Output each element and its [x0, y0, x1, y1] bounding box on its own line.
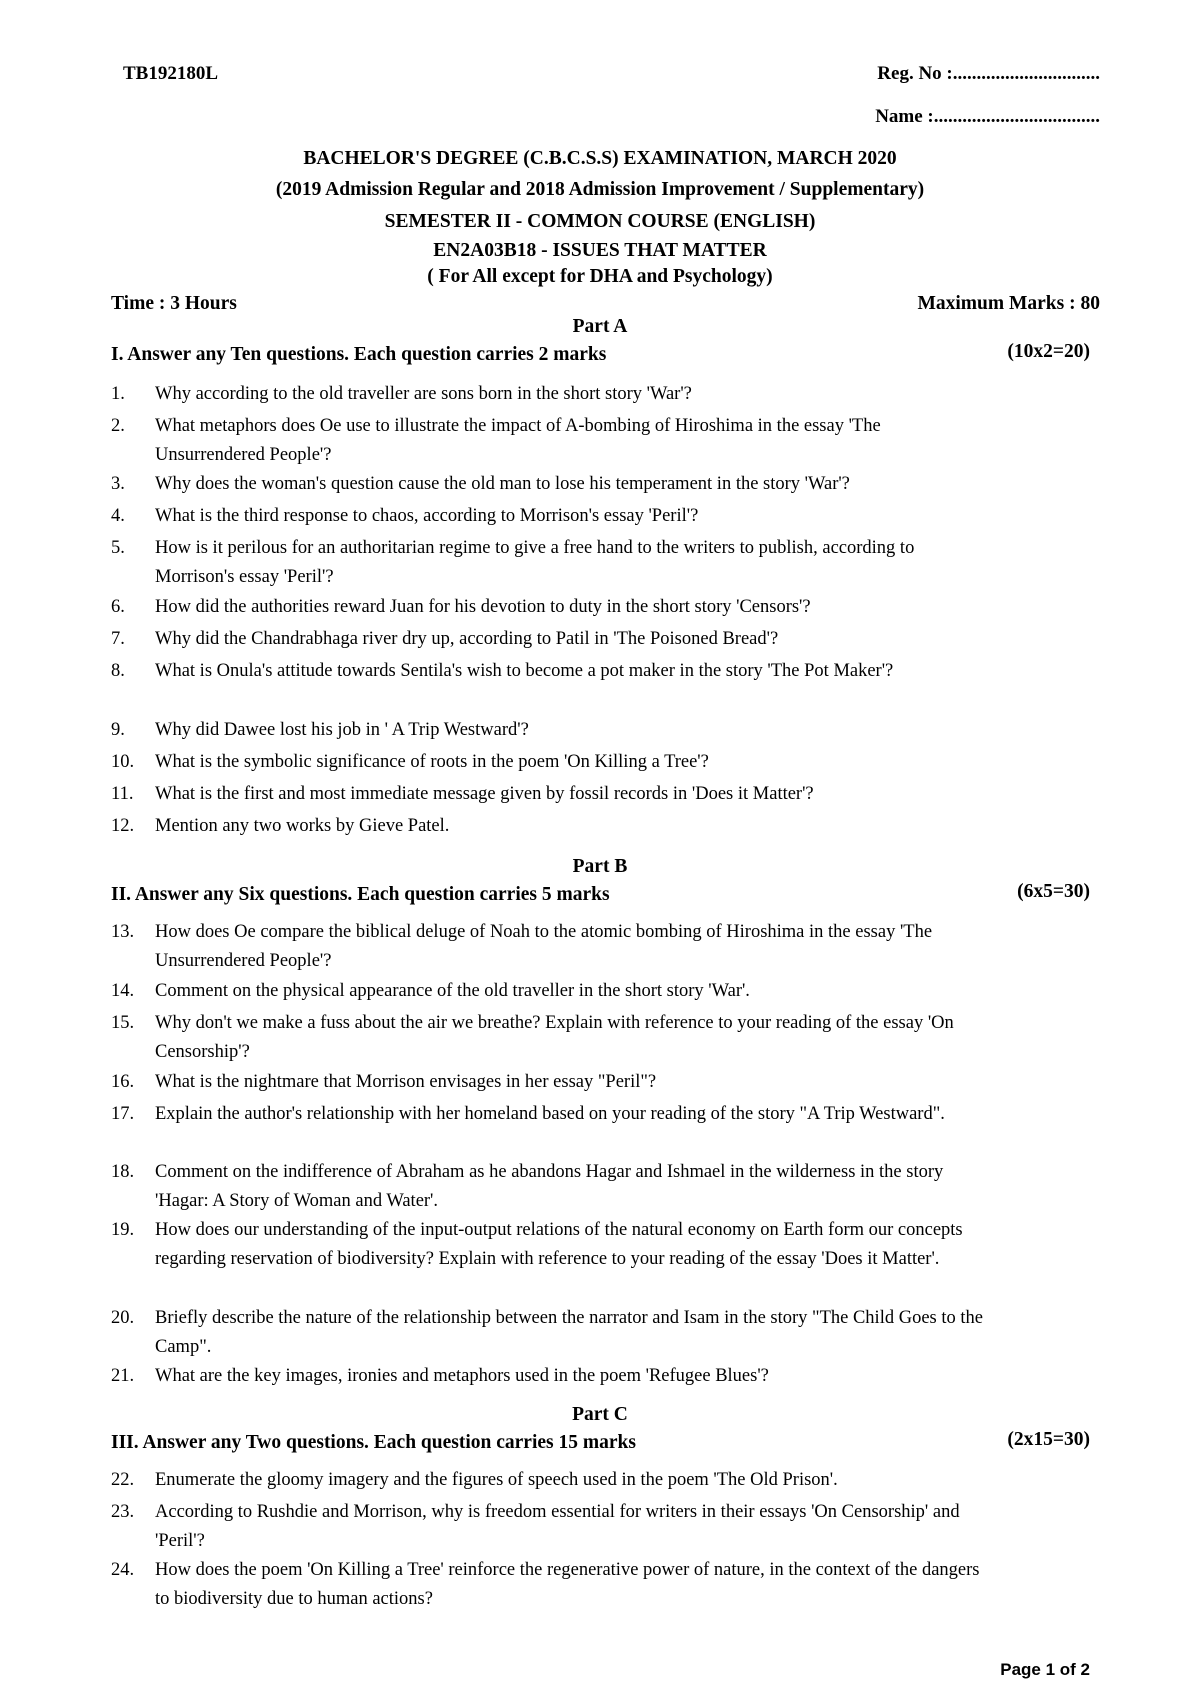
question-number: 2. — [111, 416, 125, 436]
part-b-title: Part B — [572, 856, 628, 877]
question-text: Why does the woman's question cause the old man to lose his temperament in the story 'War'? — [155, 474, 850, 494]
question-text: Explain the author's relationship with her homeland based on your reading of the story "A Trip Westward". — [155, 1104, 945, 1124]
question-text: Comment on the physical appearance of the old traveller in the short story 'War'. — [155, 981, 750, 1001]
question-number: 8. — [111, 661, 125, 681]
question-number: 23. — [111, 1502, 135, 1522]
part-c-marks: (2x15=30) — [1007, 1429, 1090, 1450]
part-b-instruction: II. Answer any Six questions. Each question carries 5 marks — [111, 884, 610, 905]
name-field: Name :................................... — [875, 106, 1100, 127]
question-number: 3. — [111, 474, 125, 494]
question-number: 13. — [111, 922, 135, 942]
part-a-marks: (10x2=20) — [1007, 341, 1090, 362]
question-14 — [111, 977, 991, 1006]
question-6 — [111, 593, 991, 622]
question-text: Briefly describe the nature of the relationship between the narrator and Isam in the story "The Child Goes to the Camp". — [155, 1308, 983, 1357]
question-4 — [111, 502, 991, 531]
question-number: 11. — [111, 784, 134, 804]
question-text: What is the symbolic significance of roots in the poem 'On Killing a Tree'? — [155, 752, 709, 772]
question-number: 6. — [111, 597, 125, 617]
part-c-title: Part C — [572, 1404, 628, 1425]
question-5 — [111, 534, 991, 591]
question-11 — [111, 780, 991, 809]
question-text: What are the key images, ironies and metaphors used in the poem 'Refugee Blues'? — [155, 1366, 769, 1386]
reg-no-field: Reg. No :............................... — [877, 63, 1100, 84]
question-text: What metaphors does Oe use to illustrate the impact of A-bombing of Hiroshima in the essay 'The Unsurrendered People'? — [155, 416, 881, 465]
question-number: 9. — [111, 720, 125, 740]
admission-line: (2019 Admission Regular and 2018 Admission Improvement / Supplementary) — [275, 179, 925, 200]
question-text: What is the nightmare that Morrison envisages in her essay "Peril"? — [155, 1072, 657, 1092]
question-text: How is it perilous for an authoritarian regime to give a free hand to the writers to publish, according to Morrison's essay 'Peril'? — [155, 538, 915, 587]
part-a-instruction: I. Answer any Ten questions. Each question carries 2 marks — [111, 344, 607, 365]
question-number: 17. — [111, 1104, 135, 1124]
exam-title: BACHELOR'S DEGREE (C.B.C.S.S) EXAMINATION, MARCH 2020 — [303, 148, 897, 169]
question-21 — [111, 1362, 991, 1391]
semester-line: SEMESTER II - COMMON COURSE (ENGLISH) — [384, 211, 816, 232]
question-text: Why did the Chandrabhaga river dry up, according to Patil in 'The Poisoned Bread'? — [155, 629, 779, 649]
question-text: How does the poem 'On Killing a Tree' reinforce the regenerative power of nature, in the context of the dangers to biodiversity due to human actions? — [155, 1560, 980, 1609]
question-number: 10. — [111, 752, 135, 772]
question-number: 1. — [111, 384, 125, 404]
question-12 — [111, 812, 991, 841]
question-number: 12. — [111, 816, 135, 836]
question-text: Why did Dawee lost his job in ' A Trip Westward'? — [155, 720, 529, 740]
question-7 — [111, 625, 991, 654]
question-number: 24. — [111, 1560, 135, 1580]
question-19 — [111, 1216, 991, 1273]
part-c-instruction: III. Answer any Two questions. Each question carries 15 marks — [111, 1432, 636, 1453]
question-24 — [111, 1556, 991, 1613]
question-text: How did the authorities reward Juan for his devotion to duty in the short story 'Censors'? — [155, 597, 811, 617]
question-text: How does our understanding of the input-output relations of the natural economy on Earth form our concepts regarding reservation of biodiversity? Explain with reference to your reading of the essay 'Does it Matter'. — [155, 1220, 963, 1269]
question-number: 7. — [111, 629, 125, 649]
question-number: 18. — [111, 1162, 135, 1182]
question-9 — [111, 716, 991, 745]
question-text: Mention any two works by Gieve Patel. — [155, 816, 450, 836]
question-text: What is Onula's attitude towards Sentila's wish to become a pot maker in the story 'The Pot Maker'? — [155, 661, 894, 681]
question-number: 14. — [111, 981, 135, 1001]
question-text: According to Rushdie and Morrison, why is freedom essential for writers in their essays 'On Censorship' and 'Peril'? — [155, 1502, 960, 1551]
maximum-marks: Maximum Marks : 80 — [917, 293, 1100, 314]
question-number: 5. — [111, 538, 125, 558]
question-number: 15. — [111, 1013, 135, 1033]
question-number: 22. — [111, 1470, 135, 1490]
question-13 — [111, 918, 991, 975]
question-23 — [111, 1498, 991, 1555]
question-text: Why don't we make a fuss about the air we breathe? Explain with reference to your reading of the essay 'On Censorship'? — [155, 1013, 954, 1062]
question-15 — [111, 1009, 991, 1066]
question-18 — [111, 1158, 991, 1215]
part-b-marks: (6x5=30) — [1017, 881, 1090, 902]
paper-code: TB192180L — [123, 63, 219, 84]
question-number: 20. — [111, 1308, 135, 1328]
question-17 — [111, 1100, 991, 1129]
question-number: 21. — [111, 1366, 135, 1386]
question-20 — [111, 1304, 991, 1361]
question-16 — [111, 1068, 991, 1097]
course-line: EN2A03B18 - ISSUES THAT MATTER — [433, 240, 767, 261]
question-text: What is the first and most immediate message given by fossil records in 'Does it Matter'? — [155, 784, 814, 804]
question-number: 16. — [111, 1072, 135, 1092]
applicability-line: ( For All except for DHA and Psychology) — [427, 266, 773, 287]
question-3 — [111, 470, 991, 499]
time-allowed: Time : 3 Hours — [111, 293, 237, 314]
question-number: 4. — [111, 506, 125, 526]
question-22 — [111, 1466, 991, 1495]
question-8 — [111, 657, 991, 686]
question-text: Why according to the old traveller are sons born in the short story 'War'? — [155, 384, 692, 404]
question-2 — [111, 412, 991, 469]
page-number: Page 1 of 2 — [1000, 1660, 1090, 1679]
question-text: Comment on the indifference of Abraham as he abandons Hagar and Ishmael in the wilderness in the story 'Hagar: A Story of Woman and Water'. — [155, 1162, 944, 1211]
question-text: Enumerate the gloomy imagery and the figures of speech used in the poem 'The Old Prison'. — [155, 1470, 838, 1490]
question-number: 19. — [111, 1220, 135, 1240]
question-text: How does Oe compare the biblical deluge of Noah to the atomic bombing of Hiroshima in the essay 'The Unsurrendered People'? — [155, 922, 933, 971]
question-10 — [111, 748, 991, 777]
question-1 — [111, 380, 991, 409]
question-text: What is the third response to chaos, according to Morrison's essay 'Peril'? — [155, 506, 699, 526]
part-a-title: Part A — [572, 316, 628, 337]
